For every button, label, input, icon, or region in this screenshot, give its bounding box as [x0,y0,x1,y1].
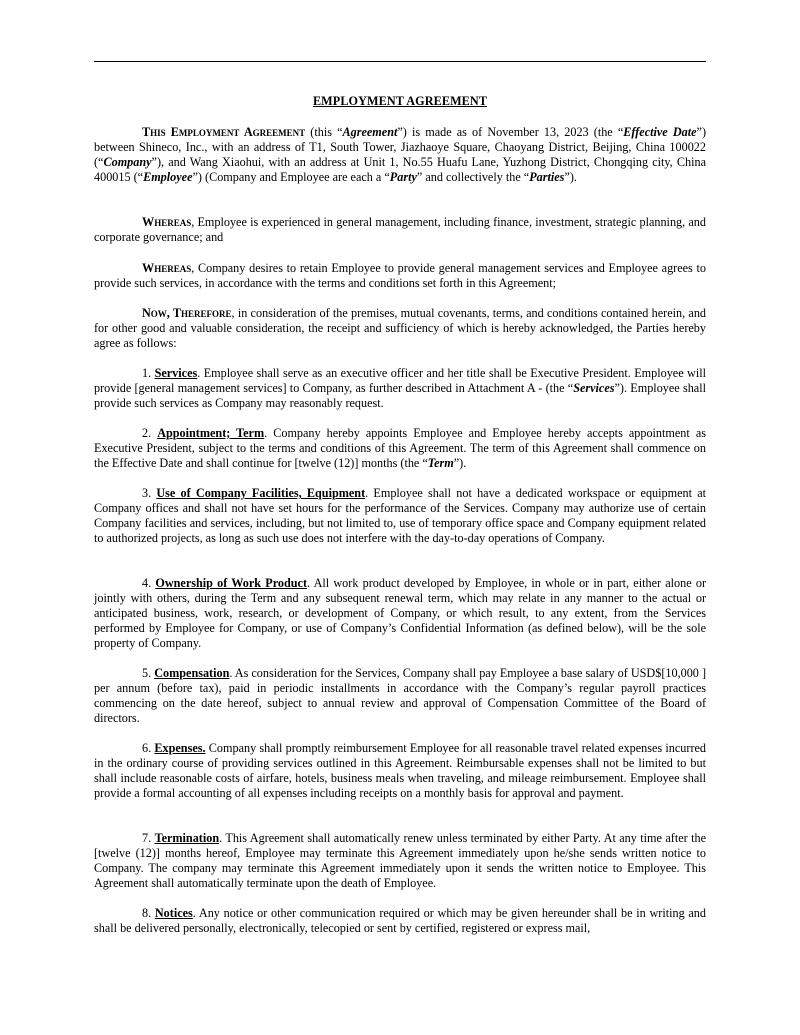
intro-text-7: ”). [564,170,577,184]
intro-text-4: ”), and Wang Xiaohui, with an address at Unit 1, No.55 Huafu Lane, Yuzhong District, Chongqing city, China 400015 (“ [94,155,706,184]
header-rule [94,61,706,62]
section-2-appointment-term [94,426,706,471]
section-number: 6. [142,741,155,755]
section-number: 3. [142,486,157,500]
section-4-work-product [94,576,706,651]
section-text: . Company hereby appoints Employee and Employee hereby accepts appointment as Executive President, subject to the terms and conditions of this Agreement. The term of this Agreement shall commence on the Effective Date and shall continue for [twelve (12)] months (the “ [94,426,706,470]
section-heading: Expenses. [154,741,206,755]
document-title: EMPLOYMENT AGREEMENT [312,94,488,108]
whereas-paragraph-1 [94,215,706,245]
section-number: 5. [142,666,155,680]
term-party: Party [389,170,417,184]
whereas-text-2: , Company desires to retain Employee to provide general management services and Employee agrees to provide such services, in accordance with the terms and conditions set forth in this Agreement; [94,261,706,290]
section-3-facilities [94,486,706,546]
now-therefore-paragraph [94,306,706,351]
section-text: . Employee shall serve as an executive officer and her title shall be Executive President. Employee will provide [general management services] to Company, as further described in Attachment A - (the “ [94,366,706,395]
section-text: ”). [453,456,467,470]
section-number: 1. [142,366,155,380]
section-number: 2. [142,426,158,440]
section-7-termination [94,831,706,891]
term-company: Company [103,155,152,169]
section-text: ”). Employee shall provide such services as Company may reasonably request. [94,381,706,410]
section-6-expenses [94,741,706,801]
intro-text-1: (this “ [305,125,343,139]
now-therefore-lead: Now, Therefore [142,306,232,320]
section-heading: Appointment; Term [157,426,265,440]
whereas-lead-2: Whereas [142,261,192,275]
section-heading: Compensation [154,666,230,680]
intro-lead: This Employment Agreement [142,125,306,139]
term-effective-date: Effective Date [623,125,697,139]
section-text: . As consideration for the Services, Company shall pay Employee a base salary of USD$[10,000 ] per annum (before tax), paid in periodic installments in accordance with the Company’s regular payroll practices commencing on the date hereof, subject to annual review and approval of Compensation Committee of the Board of directors. [94,666,707,725]
intro-text-5: ”) (Company and Employee are each a “ [192,170,390,184]
section-1-services [94,366,706,411]
whereas-lead-1: Whereas [142,215,192,229]
intro-text-3: ”) between Shineco, Inc., with an address of T1, South Tower, Jiazhaoye Square, Chaoyang District, Beijing, China 100022 (“ [94,125,706,169]
section-5-compensation [94,666,706,726]
intro-text-2: ”) is made as of November 13, 2023 (the “ [397,125,624,139]
section-text: . Employee shall not have a dedicated workspace or equipment at Company offices and shall not have set hours for the performance of the Services. Company may authorize use of certain Company facilities and services, including, but not limited to, use of temporary office space and Company equipment related to authorized projects, as long as such use does not interfere with the day-to-day operations of Company. [94,486,706,545]
section-8-notices [94,906,706,936]
intro-paragraph [94,125,706,185]
section-number: 8. [142,906,155,920]
term-employee: Employee [143,170,193,184]
section-text: Company shall promptly reimbursement Employee for all reasonable travel related expenses incurred in the ordinary course of providing services outlined in this Agreement. Reimbursable expenses shall not be limited to but shall include reasonable costs of airfare, hotels, business meals when traveling, and mileage reimbursement. Employee shall provide a formal accounting of all expenses including receipts on a monthly basis for approval and payment. [94,741,707,800]
term-parties: Parties [529,170,565,184]
section-heading: Ownership of Work Product [155,576,308,590]
intro-text-6: ” and collectively the “ [416,170,530,184]
section-heading: Services [154,366,198,380]
whereas-text-1: , Employee is experienced in general management, including finance, investment, strategic planning, and corporate governance; and [94,215,706,244]
term-services: Services [573,381,615,395]
section-heading: Termination [154,831,220,845]
term-agreement: Agreement [342,125,398,139]
section-number: 7. [142,831,155,845]
section-heading: Use of Company Facilities, Equipment [156,486,366,500]
section-text: . Any notice or other communication required or which may be given hereunder shall be in writing and shall be delivered personally, electronically, telecopied or sent by certified, registered or express mail, [94,906,706,935]
section-text: . All work product developed by Employee, in whole or in part, either alone or jointly with others, during the Term and any subsequent renewal term, which may relate in any manner to the actual or anticipated business, work, research, or development of Company, or which result, to any extent, from the Services performed by Employee for Company, or use of Company’s Confidential Information (as defined below), will be the sole property of Company. [94,576,707,650]
whereas-paragraph-2 [94,261,706,291]
now-therefore-text: , in consideration of the premises, mutual covenants, terms, and conditions contained herein, and for other good and valuable consideration, the receipt and sufficiency of which is hereby acknowledged, the Parties hereby agree as follows: [94,306,707,350]
section-text: . This Agreement shall automatically renew unless terminated by either Party. At any time after the [twelve (12)] months hereof, Employee may terminate this Agreement immediately upon he/she sends written notice to Company. The company may terminate this Agreement immediately upon it sends the written notice to Employee. This Agreement shall automatically terminate upon the death of Employee. [94,831,706,890]
term-term: Term [427,456,454,470]
section-number: 4. [142,576,156,590]
section-heading: Notices [154,906,193,920]
